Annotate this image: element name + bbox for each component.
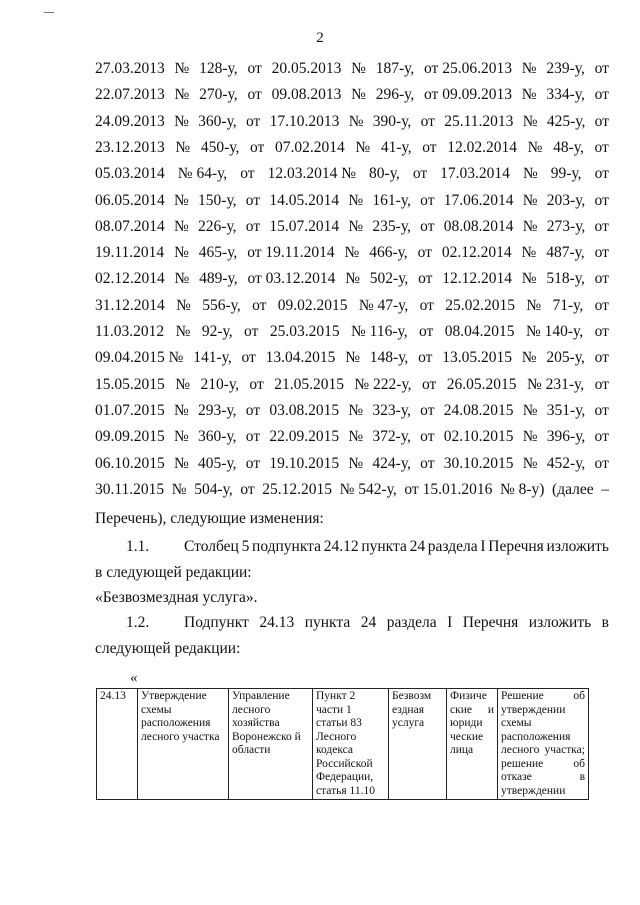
list-token: от [420,428,435,446]
list-token: № [522,165,538,183]
list-token: 360-у, [198,428,237,446]
list-token: от [240,165,255,183]
list-token: 22.07.2013 [95,86,165,104]
list-token: 25.12.2015 [262,480,332,498]
list-token: № [355,138,371,156]
list-line [95,455,609,473]
list-token: 466-у, [369,244,408,262]
text-token: Перечня [488,538,544,555]
list-token: 26.05.2015 [446,375,517,393]
list-token: от [245,428,261,446]
list-token: № [174,401,189,419]
list-token: № [174,60,190,77]
list-token: 25.11.2013 [444,112,514,130]
list-token: № [344,244,360,262]
list-token: 17.10.2013 [269,112,340,130]
list-token: № 231-у, [526,375,585,393]
list-token: 01.07.2015 [95,401,165,419]
text-token: 24 [409,538,426,555]
text-token: в [601,614,609,631]
list-token: 556-у, [202,296,241,314]
list-token: от [594,165,609,183]
list-token: № 222-у, [354,375,412,393]
list-token: 30.10.2015 [443,454,514,472]
list-token: 14.05.2014 [269,191,340,209]
cell-applicants: Физиче ские и юриди ческие лица [447,689,498,800]
list-line [95,270,609,288]
list-token: 99-у, [550,165,582,183]
text-token: 24.12 [323,538,359,555]
text-token: Перечня [462,614,519,631]
list-token: 210-у, [200,375,239,393]
list-token: от [245,191,261,209]
list-token: от [594,270,609,288]
list-token: 30.11.2015 [95,480,165,498]
list-token: № [175,323,191,340]
item-1-2-line2: следующей редакции: [95,640,241,657]
list-token: от [241,349,256,367]
list-token: от [594,375,609,393]
list-line [95,323,609,341]
item-1-1-number: 1.1. [126,538,150,555]
list-token: № 64-у, [177,165,228,183]
list-token: 06.10.2015 [95,454,165,472]
list-token: № [174,454,189,472]
list-token: № [521,60,537,77]
list-token: № [351,60,366,77]
list-token: от 03.12.2014 [247,270,336,288]
services-table [96,688,589,800]
list-token: от [420,217,435,235]
table-row [97,689,589,800]
list-token: от 15.01.2016 [404,480,493,498]
list-token: 360-у, [198,112,237,130]
list-token: № [348,112,364,130]
item-1-1-line [126,538,609,556]
list-token: 17.03.2014 [440,165,510,183]
text-token: пункта [304,614,351,631]
list-token: 205-у, [546,349,585,367]
item-1-2-number: 1.2. [126,614,150,631]
list-token: от [594,112,609,130]
list-token: 396-у, [546,428,586,446]
list-token: 20.05.2013 [271,60,342,77]
list-token: № [522,112,538,130]
text-token: 24.13 [259,614,295,631]
list-token: 41-у, [380,138,412,156]
list-token: № [174,86,190,104]
list-token: № [527,138,543,156]
list-token: № [521,270,537,288]
item-1-2-line [126,614,609,632]
list-token: от [422,138,437,156]
list-token: 27.03.2013 [95,60,165,77]
list-token: от [420,401,435,419]
list-token: 71-у, [552,296,584,314]
list-token: 187-у, [375,60,415,77]
list-token: 02.10.2015 [443,428,514,446]
list-token: № [176,296,191,314]
list-token: 465-у, [198,244,238,262]
list-token: от [419,296,434,314]
list-line [95,244,609,262]
list-token: 372-у, [372,428,411,446]
list-token: 487-у, [546,244,585,262]
list-token: от [418,270,433,288]
list-token: 424-у, [372,454,411,472]
item-1-1-text [184,538,609,556]
list-token: 239-у, [546,60,585,77]
item-1-2-text [184,614,609,632]
list-token: 22.09.2015 [269,428,340,446]
list-token: 203-у, [546,191,586,209]
list-token: от [594,428,609,446]
scan-mark [44,12,54,13]
list-token: № [348,428,364,446]
list-token: 15.05.2015 [95,375,165,393]
text-token: Подпункт [184,614,249,631]
list-token: 452-у, [546,454,586,472]
list-line [95,86,609,104]
list-token: № [522,428,538,446]
list-token: от [422,375,437,393]
list-token: от [247,60,262,77]
list-token: 09.04.2015 № [95,349,184,367]
list-token: № [174,270,190,288]
list-token: № [348,401,364,419]
list-line [95,113,609,131]
page-number: 2 [316,30,324,46]
list-token: от [417,244,432,262]
list-token: 425-у, [546,112,586,130]
list-token: 450-у, [200,138,240,156]
list-token: 07.02.2014 [275,138,345,156]
list-token: 293-у, [198,401,237,419]
list-token: (далее [552,480,594,498]
text-token: I [447,614,453,631]
list-token: 12.03.2014 № [267,165,356,183]
item-1-1-quote: «Безвозмездная услуга». [95,589,258,606]
list-token: 03.08.2015 [269,401,340,419]
list-token: 31.12.2014 [95,296,165,314]
list-token: № [174,191,189,209]
list-token: 25.03.2015 [269,323,340,340]
list-token: от 19.11.2014 [247,244,335,262]
list-token: № 47-у, [358,296,409,314]
list-token: 226-у, [198,217,237,235]
item-1-1-line2: в следующей редакции: [95,564,252,581]
list-token: № [521,244,537,262]
list-token: 48-у, [553,138,584,156]
list-token: от [420,454,435,472]
list-token: от [245,217,261,235]
list-token: 09.02.2015 [277,296,348,314]
list-token: от [418,349,433,367]
list-token: от [252,296,267,314]
list-line [95,376,609,394]
list-token: от [594,86,609,104]
text-token: подпункта [252,538,322,555]
list-token: 02.12.2014 [95,270,165,288]
list-line [95,165,609,183]
list-token: 141-у, [193,349,232,367]
list-end-line: Перечень), следующие изменения: [95,510,324,527]
list-token: от [594,323,609,340]
list-token: № 8-у) [499,480,545,498]
list-token: от [245,401,261,419]
list-token: № [521,86,537,104]
list-token: от 25.06.2013 [424,60,512,77]
list-line [95,218,609,236]
list-token: от [594,454,609,472]
list-token: от [594,349,609,367]
list-token: № [174,244,189,262]
list-token: от [240,480,255,498]
list-line [95,349,609,367]
list-token: 12.02.2014 [447,138,517,156]
list-token: 351-у, [546,401,586,419]
list-token: 02.12.2014 [441,244,512,262]
list-token: 25.02.2015 [445,296,516,314]
list-token: 334-у, [546,86,585,104]
list-line [95,402,609,420]
list-line [95,192,609,210]
list-token: № [345,270,360,288]
list-line [95,139,609,157]
open-quote: « [130,670,138,686]
list-token: № [174,217,189,235]
text-token: изложить [546,538,609,555]
list-token: 502-у, [369,270,409,288]
list-token: № [348,454,364,472]
text-token: 5 [241,538,250,555]
list-token: № [175,138,191,156]
list-token: № 116-у, [351,323,408,340]
list-token: 08.04.2015 [444,323,515,340]
list-token: 19.11.2014 [95,244,165,262]
list-token: 15.07.2014 [269,217,340,235]
list-token: 21.05.2015 [274,375,344,393]
list-token: от [412,165,428,183]
list-token: от [594,244,609,262]
list-token: 80-у, [369,165,400,183]
list-token: 13.04.2015 [265,349,336,367]
text-token: I [480,538,486,555]
list-token: от [594,191,609,209]
list-token: № [522,401,538,419]
list-token: № [348,217,364,235]
list-token: 92-у, [201,323,233,340]
list-token: – [601,480,609,498]
cell-num: 24.13 [97,689,138,800]
list-token: от [419,323,434,340]
list-token: № [351,86,366,104]
list-token: 489-у, [199,270,238,288]
list-token: № [345,349,360,367]
text-token: пункта [361,538,407,555]
list-token: от [245,454,261,472]
list-token: от [245,112,261,130]
list-token: 05.03.2014 [95,165,165,183]
list-token: № [521,349,537,367]
list-token: № [526,296,542,314]
list-token: от [420,112,435,130]
list-token: 17.06.2014 [443,191,514,209]
list-token: 161-у, [372,191,411,209]
cell-authority: Управление лесного хозяйства Воронежско й области [229,689,313,800]
list-token: 504-у, [194,480,233,498]
list-token: 08.08.2014 [443,217,514,235]
list-line [95,60,609,78]
list-token: 128-у, [199,60,238,77]
cell-service: Утверждение схемы расположения лесного участка [138,689,229,800]
list-token: 150-у, [198,191,237,209]
list-token: от [249,375,264,393]
list-token: от [594,401,609,419]
list-token: 323-у, [372,401,411,419]
list-token: 24.08.2015 [443,401,514,419]
list-token: № [522,217,538,235]
list-token: 148-у, [369,349,409,367]
list-token: 24.09.2013 [95,112,165,130]
list-token: 235-у, [372,217,411,235]
list-token: 19.10.2015 [269,454,340,472]
list-token: от [247,86,262,104]
list-token: № 542-у, [339,480,397,498]
list-line [95,481,609,499]
list-token: 08.07.2014 [95,217,165,235]
list-token: от [594,296,609,314]
list-token: № 140-у, [525,323,584,340]
list-token: 518-у, [546,270,585,288]
list-token: 13.05.2015 [442,349,512,367]
list-token: № [348,191,364,209]
list-token: 405-у, [198,454,237,472]
text-token: изложить [528,614,592,631]
cell-legal-basis: Пункт 2 части 1 статьи 83 Лесного кодекса Российской Федерации, статья 11.10 [313,689,389,800]
list-token: 06.05.2014 [95,191,165,209]
list-token: 11.03.2012 [95,323,165,340]
list-token: № [171,480,187,498]
list-token: № [522,191,538,209]
list-token: № [174,428,189,446]
list-token: 296-у, [375,86,415,104]
list-token: от 09.09.2013 [424,86,512,104]
list-token: 273-у, [546,217,586,235]
list-token: 09.09.2015 [95,428,165,446]
list-token: 23.12.2013 [95,138,165,156]
cell-result: Решение об утверждении схемы расположения лесного участка; решение об отказе в утверждении [498,689,589,800]
list-token: от [250,138,265,156]
list-token: 270-у, [199,86,238,104]
list-token: № [174,112,189,130]
text-token: раздела [427,538,478,555]
list-line [95,297,609,315]
text-token: Столбец [184,538,239,555]
list-token: от [594,60,609,77]
list-token: 12.12.2014 [442,270,512,288]
list-token: от [594,217,609,235]
list-token: 390-у, [372,112,412,130]
text-token: 24 [360,614,377,631]
text-token: раздела [386,614,437,631]
list-token: от [594,138,609,156]
list-line [95,428,609,446]
list-token: от [244,323,259,340]
list-token: 09.08.2013 [271,86,342,104]
cell-payment: Безвозм ездная услуга [389,689,447,800]
list-token: № [522,454,538,472]
list-token: от [420,191,435,209]
list-token: № [175,375,190,393]
